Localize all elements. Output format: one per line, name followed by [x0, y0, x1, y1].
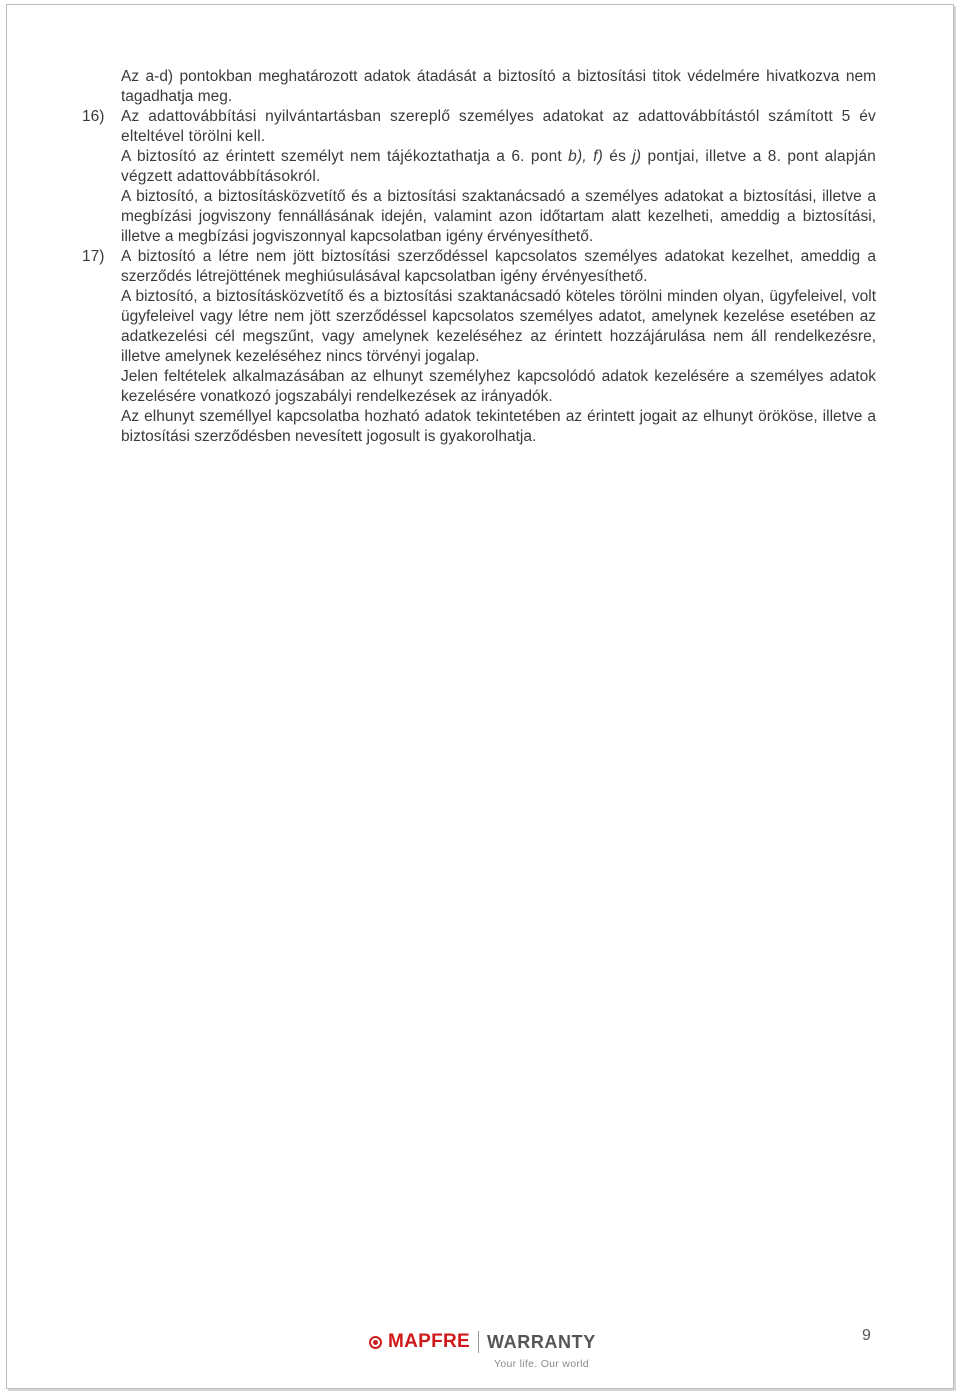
p3-emphasis-1: b), f): [568, 148, 603, 165]
page-number: 9: [862, 1327, 871, 1344]
item-number-17: 17): [82, 248, 105, 265]
mapfre-circle-icon: [369, 1336, 382, 1349]
paragraph-heir-rights: Az elhunyt személlyel kapcsolatba hozható adatok tekintetében az érintett jogait az elhunyt örököse, illetve a biztosítási szerződésben nevesített jogosult is gyakorolhatja.: [121, 408, 876, 445]
document-body: [0, 67, 960, 447]
item-16-text: Az adattovábbítási nyilvántartásban szereplő személyes adatokat az adattovábbítástól számított 5 év elteltével törölni kell.: [121, 108, 876, 145]
list-item-17: [82, 247, 876, 287]
paragraph-deletion-obligation: A biztosító, a biztosításközvetítő és a biztosítási szaktanácsadó köteles törölni minden olyan, ügyfeleivel, volt ügyfeleivel vagy létre nem jött szerződéssel kapcsolatos személyes adatot, amelynek kezelése esetében az adatkezelési cél megszűnt, vagy amelynek kezeléséhez az érintett hozzájárulása nem áll rendelkezésre, illetve amelynek kezeléséhez nincs törvényi jogalap.: [121, 288, 876, 365]
p3-text-b: és: [602, 148, 633, 165]
p3-emphasis-2: j): [632, 148, 642, 165]
item-17-text: A biztosító a létre nem jött biztosítási szerződéssel kapcsolatos személyes adatokat kezelhet, ameddig a szerződés létrejöttének meghiúsulásával kapcsolatban igény érvényesíthető.: [121, 248, 876, 285]
mapfre-warranty-logo: [369, 1330, 599, 1372]
logo-divider: [478, 1331, 479, 1353]
paragraph-deceased-data: Jelen feltételek alkalmazásában az elhunyt személyhez kapcsolódó adatok kezelésére a személyes adatok kezelésére vonatkozó jogszabályi rendelkezések az irányadók.: [121, 368, 876, 405]
list-item-16: [82, 107, 876, 147]
p3-text-c: pontjai, illetve a 8. pont alapján végzett adattovábbításokról.: [121, 148, 876, 185]
brand-name: MAPFRE: [388, 1331, 471, 1352]
item-number-16: 16): [82, 108, 105, 125]
product-name: WARRANTY: [487, 1331, 596, 1352]
paragraph-data-retention: A biztosító, a biztosításközvetítő és a biztosítási szaktanácsadó a személyes adatokat a biztosítási, illetve a megbízási jogviszony fennállásának idején, valamint azon időtartam alatt kezelheti, ameddig a biztosítási, illetve a megbízási jogviszonnyal kapcsolatban igény érvényesíthető.: [121, 188, 876, 245]
paragraph-data-transfer-secrecy: Az a-d) pontokban meghatározott adatok átadását a biztosító a biztosítási titok védelmére hivatkozva nem tagadhatja meg.: [121, 68, 876, 105]
brand-tagline: Your life. Our world: [494, 1358, 589, 1370]
paragraph-no-notification: [121, 147, 876, 187]
p3-text-a: A biztosító az érintett személyt nem tájékoztathatja a 6. pont: [121, 148, 569, 165]
